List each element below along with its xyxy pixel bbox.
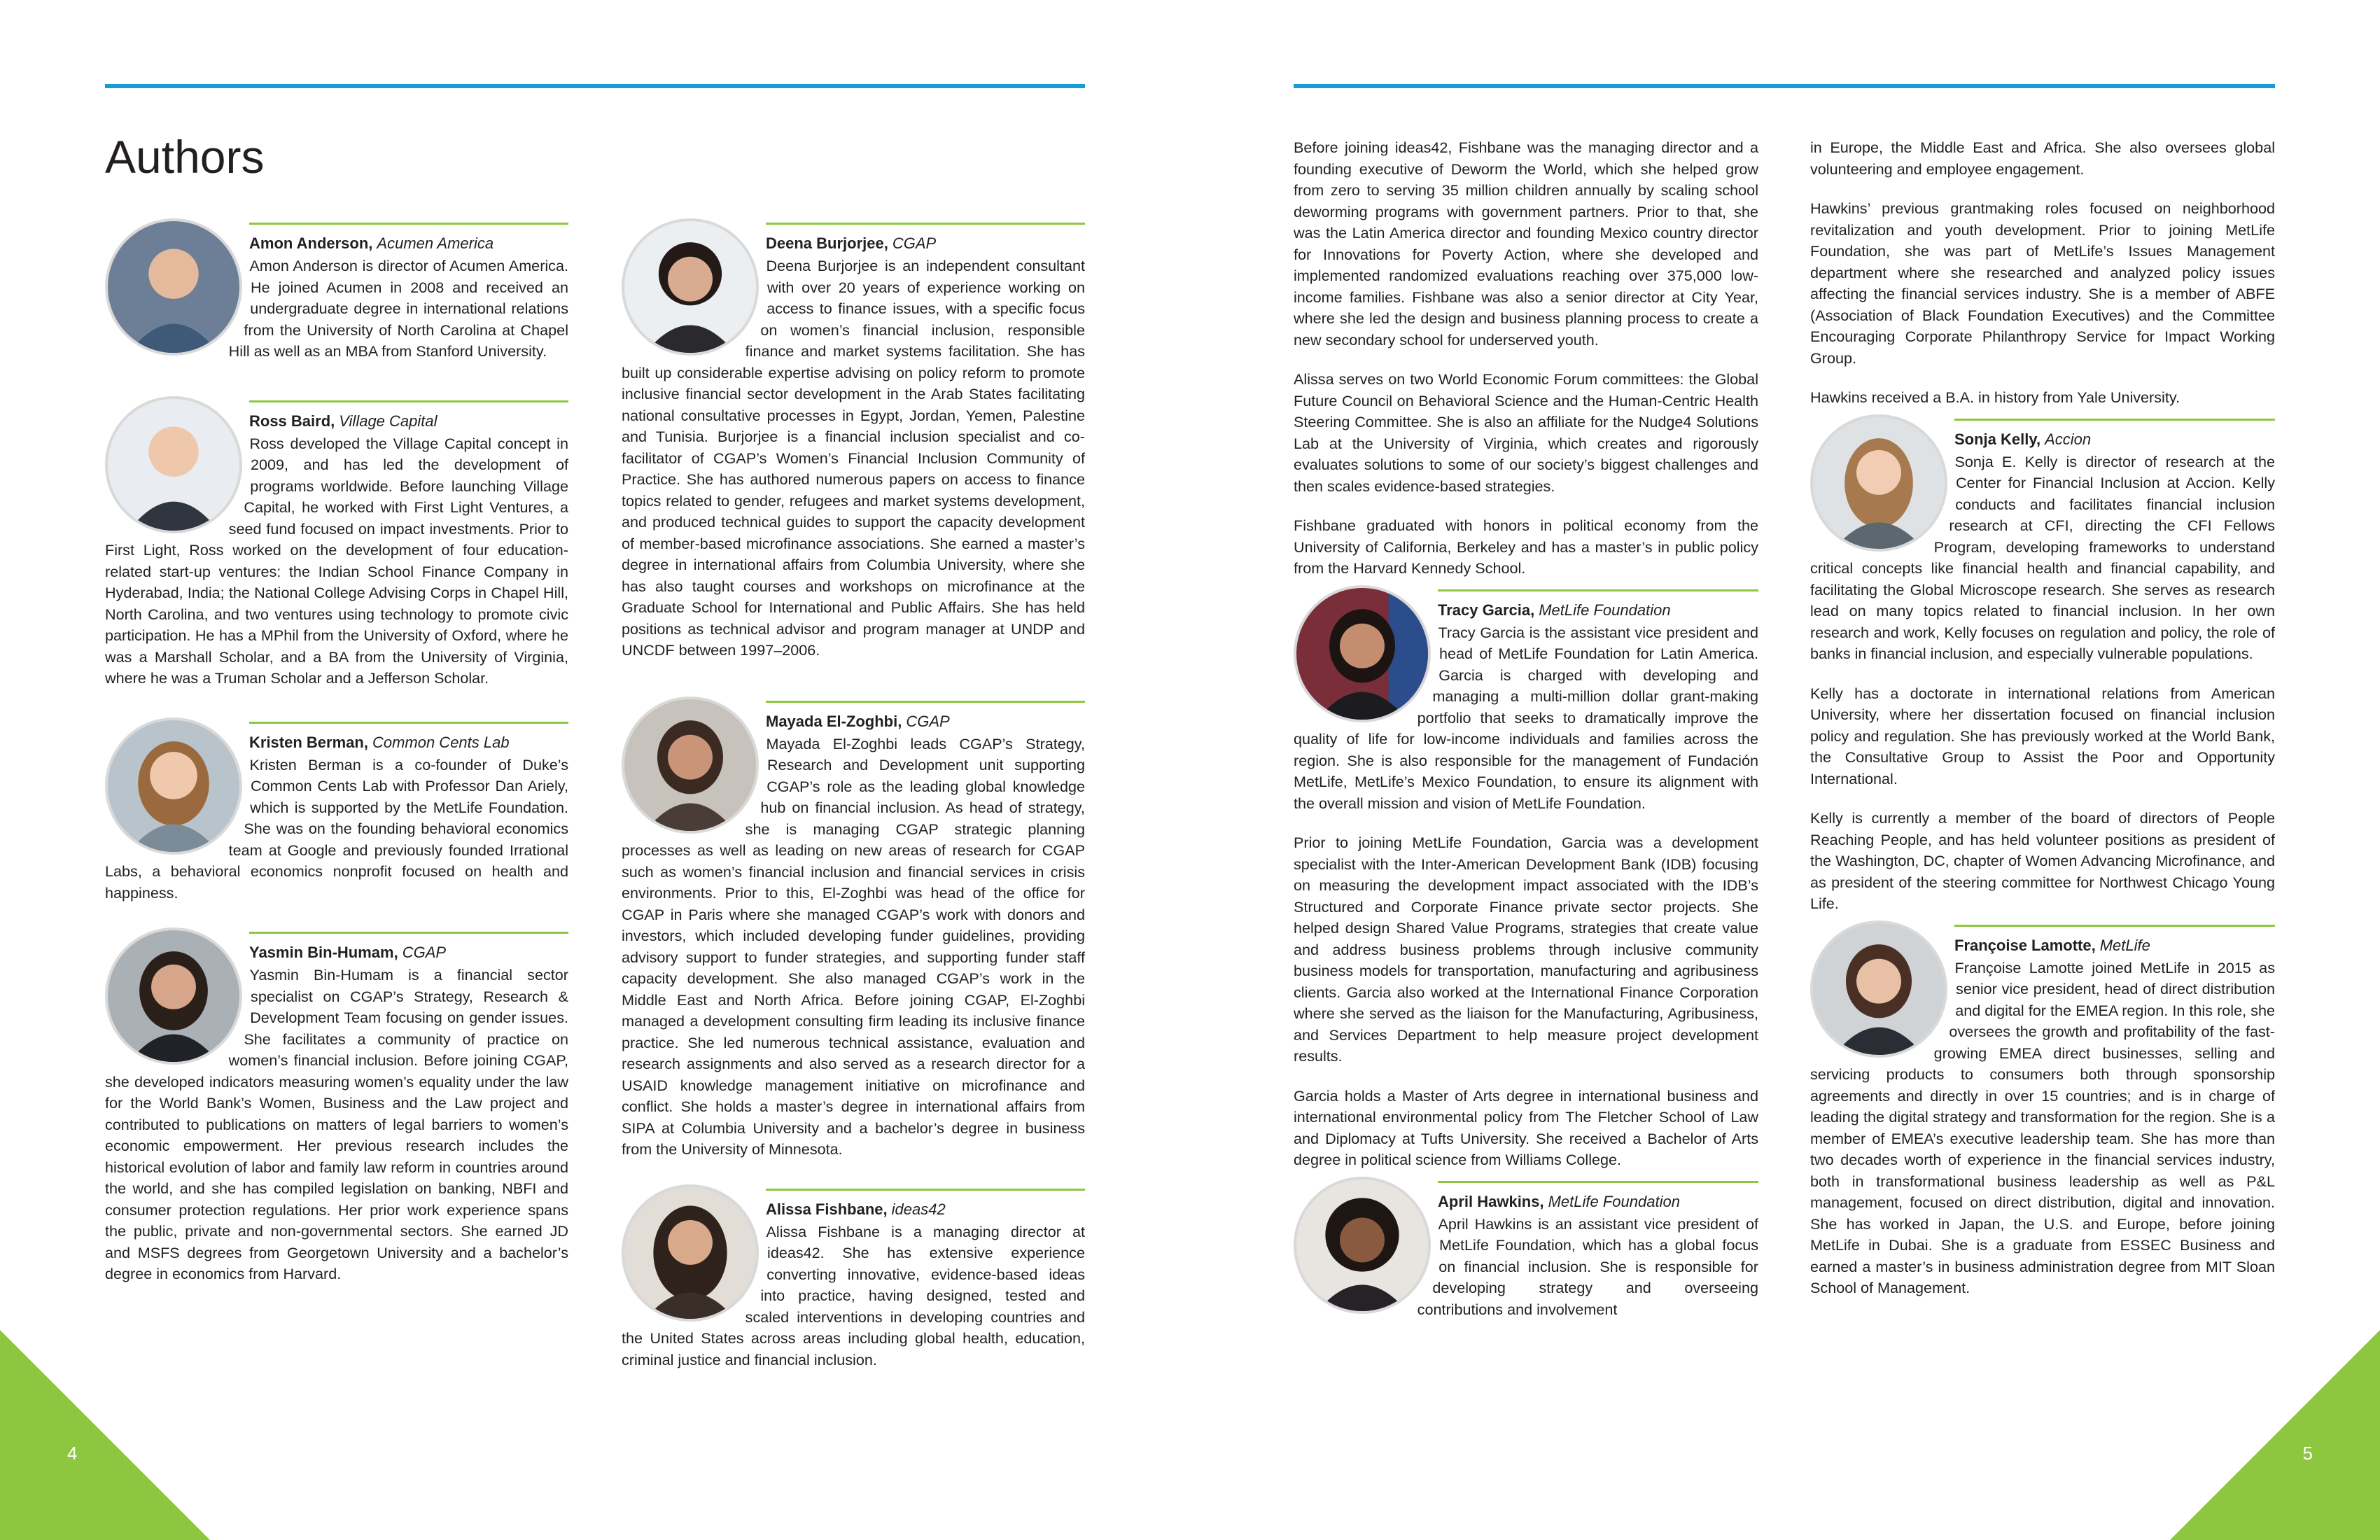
author-bio: Sonja E. Kelly is director of research at the Center for Financial Inclusion at Accion. Kelly conducts and facilitates financial inclusion research at CFI, directing the CFI Fellows Program, developing frameworks to understand critical concepts like financial health and financial capability, and facilitating the Global Microscope research. She serves as research lead on many topics related to financial inclusion. In her own research and work, Kelly focuses on regulation and policy, the role of banks in financial inclusion, and especially vulnerable populations.: [1810, 452, 2275, 662]
author-name: Françoise Lamotte,: [1954, 936, 2096, 954]
person-silhouette-icon: [1813, 923, 1945, 1055]
author-heading: [249, 722, 568, 753]
author-org: Accion: [2045, 430, 2092, 448]
author-heading: [1954, 419, 2275, 450]
page-title: Authors: [105, 131, 265, 183]
author-bio: April Hawkins is an assistant vice president of MetLife Foundation, which has a global focus on financial inclusion. She is responsible for developing strategy and overseeing contributions and involvement: [1417, 1214, 1758, 1318]
person-silhouette-icon: [624, 1187, 756, 1319]
author-org: MetLife: [2099, 936, 2150, 954]
author-photo: [105, 927, 242, 1065]
person-silhouette-icon: [1296, 588, 1428, 720]
author-name: Mayada El-Zoghbi,: [766, 712, 902, 730]
author-photo: [1294, 585, 1431, 722]
author-photo: [622, 696, 759, 834]
author-mayada-el-zoghbi: [622, 696, 1085, 1161]
author-sonja-kelly: [1810, 414, 2275, 665]
column-1: [105, 218, 568, 1285]
author-bio: Tracy Garcia is the assistant vice president and head of MetLife Foundation for Latin America. Garcia is charged with developing and managing a multi-million dollar grant-making portfolio that seeks to dramatically improve the quality of life for low-income individuals and families across the region. She is also responsible for the management of Fundación MetLife, MetLife’s Mexico Foundation, to ensure its alignment with the overall mission and vision of MetLife Foundation.: [1294, 623, 1758, 812]
author-bio: Françoise Lamotte joined MetLife in 2015 as senior vice president, head of direct distribution and digital for the EMEA region. In this role, she oversees the growth and profitability of the fast-growing EMEA direct businesses, selling and servicing products to consumers both through sponsorship agreements and directly in over 15 countries; and is in charge of leading the digital strategy and transformation for the region. She is a member of EMEA’s executive leadership team. She has more than two decades worth of experience in the financial services industry, both in transformational business leadership as well as P&L management, focused on direct distribution, digital and innovation. She has worked in Japan, the U.S. and Europe, before joining MetLife in Dubai. She is a graduate from ESSEC Business and earned a master’s in business administration degree from MIT Sloan School of Management.: [1810, 958, 2275, 1296]
author-photo: [105, 718, 242, 855]
fishbane-paragraph: Before joining ideas42, Fishbane was the managing director and a founding executive of Deworm the World, which she helped grow from zero to serving 35 million children annually by scaling school deworming programs with government partners. Prior to that, she was the Latin America director and founding Mexico country director for Innovations for Poverty Action, where she developed and implemented randomized evaluations reaching over 375,000 low-income families. Fishbane was also a senior director at City Year, where she led the design and business planning process to create a new secondary school for underserved youth.: [1294, 139, 1758, 349]
author-kristen-berman: [105, 718, 568, 904]
author-yasmin-bin-humam: [105, 927, 568, 1285]
page-number-right: 5: [2302, 1443, 2313, 1464]
garcia-paragraph: Prior to joining MetLife Foundation, Garcia was a development specialist with the Inter-American Development Bank (IDB) focusing on measuring the development impact associated with the IDB’s Structured and Corporate Finance private sector projects. She helped design Shared Value Programs, strategies that create value and address business problems through inclusive community business models for transportation, manufacturing and agribusiness clients. Garcia also worked at the International Finance Corporation where she served as the liaison for the Manufacturing, Agribusiness, and Services Department to help measure project development results.: [1294, 834, 1758, 1065]
person-silhouette-icon: [108, 930, 239, 1062]
person-silhouette-icon: [624, 699, 756, 831]
fishbane-paragraph: Fishbane graduated with honors in political economy from the University of California, Berkeley and has a master’s in public policy from the Harvard Kennedy School.: [1294, 517, 1758, 577]
author-heading: [766, 223, 1085, 254]
corner-triangle-right: [2170, 1330, 2380, 1540]
author-org: Village Capital: [339, 412, 438, 430]
person-silhouette-icon: [1296, 1180, 1428, 1311]
kelly-paragraph: Kelly is currently a member of the board of directors of People Reaching People, and has held volunteer positions as president of the Washington, DC, chapter of Women Advancing Microfinance, and as president of the steering committee for Northwest Chicago Young Life.: [1810, 809, 2275, 912]
author-org: CGAP: [402, 944, 447, 961]
person-silhouette-icon: [108, 399, 239, 531]
author-photo: [1810, 920, 1947, 1058]
author-bio: Yasmin Bin-Humam is a financial sector specialist on CGAP’s Strategy, Research & Development Team focusing on gender issues. She facilitates a community of practice on women’s financial inclusion. Before joining CGAP, she developed indicators measuring women’s equality under the law for the World Bank’s Women, Business and the Law project and contributed to publications on matters of legal barriers to women’s economic empowerment. Her previous research includes the historical evolution of labor and family law reform in countries around the world, and she has compiled legislation on banking, NBFI and consumer protection regulations. Her prior work experience spans the public, private and non-governmental sectors. She earned JD and MSFS degrees from Georgetown University and a bachelor’s degree in economics from Harvard.: [105, 966, 568, 1282]
author-org: MetLife Foundation: [1539, 601, 1671, 619]
author-name: Tracy Garcia,: [1438, 601, 1535, 619]
author-name: Amon Anderson,: [249, 234, 373, 252]
hawkins-paragraph: Hawkins received a B.A. in history from Yale University.: [1810, 388, 2180, 406]
person-silhouette-icon: [1813, 417, 1945, 549]
author-bio: Mayada El-Zoghbi leads CGAP’s Strategy, Research and Development unit supporting CGAP’s role as the leading global knowledge hub on financial inclusion. As head of strategy, she is managing CGAP strategic planning processes as well as leading on new areas of research for CGAP such as women’s financial inclusion and financial services in crisis environments. Prior to this, El-Zoghbi was head of the office for CGAP in Paris where she managed CGAP’s work with donors and investors, which included developing funder guidelines, providing advisory support to funder strategies, and supporting funder staff capacity development. She also managed CGAP’s work in the Middle East and North Africa. Before joining CGAP, El-Zoghbi managed a development consulting firm leading its inclusive finance practice. She led numerous technical assistance, evaluation and research assignments and also served as a research director for a USAID knowledge management initiative on microfinance and conflict. She holds a master’s degree in international affairs from SIPA at Columbia University and a bachelor’s degree in business from the University of Minnesota.: [622, 734, 1085, 1158]
author-photo: [105, 396, 242, 533]
author-org: ideas42: [891, 1200, 946, 1218]
author-heading: [1438, 589, 1758, 621]
author-org: CGAP: [892, 234, 937, 252]
page-number-left: 4: [67, 1443, 78, 1464]
author-ross-baird: [105, 396, 568, 690]
top-rule-left: [105, 84, 1085, 88]
author-heading: [249, 932, 568, 963]
corner-triangle-left: [0, 1330, 210, 1540]
garcia-paragraph: Garcia holds a Master of Arts degree in international business and international environmental policy from The Fletcher School of Law and Diplomacy at Tufts University. She received a Bachelor of Arts degree in political science from Williams College.: [1294, 1086, 1758, 1168]
top-rule-right: [1294, 84, 2275, 88]
author-name: Ross Baird,: [249, 412, 335, 430]
author-name: Deena Burjorjee,: [766, 234, 888, 252]
author-photo: [622, 218, 759, 356]
author-heading: [1438, 1181, 1758, 1212]
author-alissa-fishbane: [622, 1184, 1085, 1371]
author-name: Kristen Berman,: [249, 733, 368, 751]
column-3: [1294, 137, 1758, 1320]
author-heading: [249, 400, 568, 432]
column-4: [1810, 137, 2275, 1299]
author-deena-burjorjee: [622, 218, 1085, 662]
author-org: Common Cents Lab: [372, 733, 510, 751]
person-silhouette-icon: [108, 221, 239, 353]
kelly-paragraph: Kelly has a doctorate in international relations from American University, where her dissertation focused on financial inclusion policy and regulation. She has previously worked at the World Bank, the Consultative Group to Assist the Poor and Opportunity International.: [1810, 684, 2275, 788]
hawkins-paragraph: Hawkins’ previous grantmaking roles focused on neighborhood revitalization and youth development. Prior to joining MetLife Foundation, she was part of MetLife’s Issues Management department where she researched and analyzed policy issues affecting the financial services industry. She is a member of ABFE (Association of Black Foundation Executives) and the Committee Encouraging Corporate Philanthropy Service for Impact Working Group.: [1810, 200, 2275, 367]
author-bio: Deena Burjorjee is an independent consultant with over 20 years of experience working on access to finance issues, with a specific focus on women’s financial inclusion, responsible finance and market systems facilitation. She has built up considerable expertise advising on policy reform to promote inclusive financial sector development in the Arab States facilitating national consultative processes in Egypt, Jordan, Yemen, Palestine and Tunisia. Burjorjee is a financial inclusion specialist and co-facilitator of CGAP’s Women’s Financial Inclusion Community of Practice. She has authored numerous papers on access to finance topics related to gender, refugees and market systems development, and produced technical guides to support the capacity development of member-based microfinance associations. She earned a master’s degree in international affairs from Columbia University, where she has also taught courses and workshops on microfinance at the Graduate School for International and Public Affairs. She has held positions as technical advisor and program manager at UNDP and UNCDF between 1997–2006.: [622, 257, 1085, 659]
author-bio: Amon Anderson is director of Acumen America. He joined Acumen in 2008 and received an undergraduate degree in international relations from the University of North Carolina at Chapel Hill as well as an MBA from Stanford University.: [228, 257, 568, 360]
author-name: Sonja Kelly,: [1954, 430, 2041, 448]
author-name: April Hawkins,: [1438, 1192, 1544, 1210]
author-april-hawkins: [1294, 1177, 1758, 1321]
author-photo: [1810, 414, 1947, 552]
author-heading: [1954, 925, 2275, 956]
person-silhouette-icon: [624, 221, 756, 353]
author-bio: Alissa Fishbane is a managing director at ideas42. She has extensive experience converting innovative, evidence-based ideas into practice, having designed, tested and scaled interventions in developing countries and the United States across areas including global health, education, criminal justice and financial inclusion.: [622, 1222, 1085, 1368]
author-francoise-lamotte: [1810, 920, 2275, 1299]
author-name: Yasmin Bin-Humam,: [249, 944, 398, 961]
author-heading: [766, 701, 1085, 732]
author-heading: [249, 223, 568, 254]
hawkins-paragraph: in Europe, the Middle East and Africa. She also oversees global volunteering and employee engagement.: [1810, 139, 2275, 178]
author-photo: [105, 218, 242, 356]
author-org: Acumen America: [377, 234, 494, 252]
fishbane-paragraph: Alissa serves on two World Economic Forum committees: the Global Future Council on Behavioral Science and the Human-Centric Health Steering Committee. She is also an affiliate for the Nudge4 Solutions Lab at the University of Virginia, which creates and rigorously evaluates solutions to some of our society’s biggest challenges and then scales evidence-based strategies.: [1294, 370, 1758, 495]
author-tracy-garcia: [1294, 585, 1758, 815]
column-2: [622, 218, 1085, 1371]
author-amon-anderson: [105, 218, 568, 363]
author-org: MetLife Foundation: [1548, 1192, 1680, 1210]
author-org: CGAP: [906, 712, 950, 730]
author-photo: [1294, 1177, 1431, 1314]
author-photo: [622, 1184, 759, 1322]
author-heading: [766, 1189, 1085, 1220]
author-bio: Ross developed the Village Capital concept in 2009, and has led the development of programs worldwide. Before launching Village Capital, he worked with First Light Ventures, a seed fund focused on impact investments. Prior to First Light, Ross worked on the development of four education-related start-up ventures: the Indian School Finance Company in Hyderabad, India; the National College Advising Corps in Chapel Hill, North Carolina, and two ventures using technology to promote civic participation. He has a MPhil from the University of Oxford, where he was a Marshall Scholar, and a BA from the University of Virginia, where he was a Truman Scholar and a Jefferson Scholar.: [105, 434, 568, 687]
author-name: Alissa Fishbane,: [766, 1200, 888, 1218]
person-silhouette-icon: [108, 720, 239, 852]
author-bio: Kristen Berman is a co-founder of Duke’s Common Cents Lab with Professor Dan Ariely, which is supported by the MetLife Foundation. She was on the founding behavioral economics team at Google and previously founded Irrational Labs, a behavioral economics nonprofit focused on health and happiness.: [105, 755, 568, 902]
